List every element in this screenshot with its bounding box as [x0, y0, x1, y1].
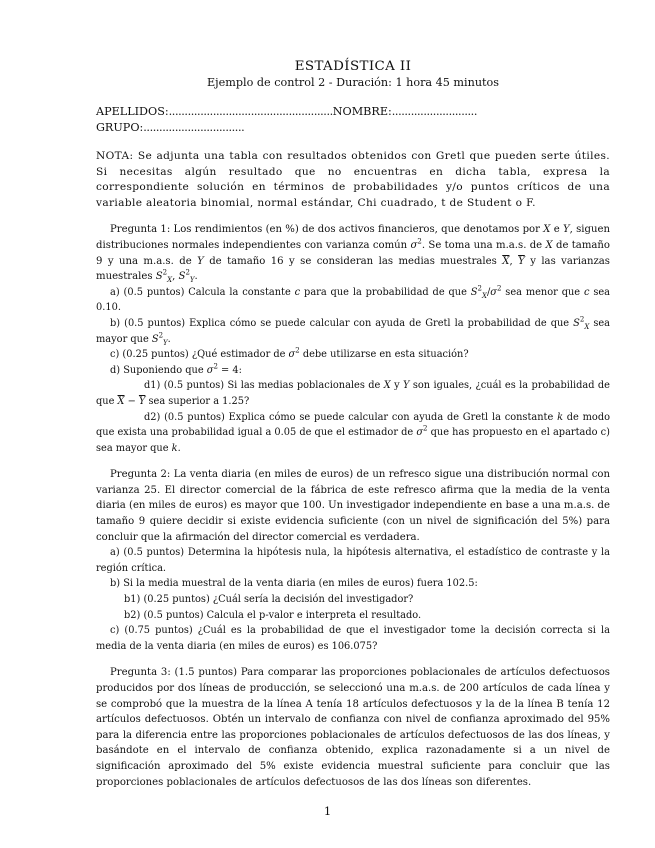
q2-part-c: c) (0.75 puntos) ¿Cuál es la probabilidad de que el investigador tome la decisión correcta si la media de la venta diaria (en miles de euros) es 106.075? — [96, 625, 610, 652]
q1-intro: Pregunta 1: Los rendimientos (en %) de dos activos financieros, que denotamos por X e Y, siguen distribuciones normales independientes con varianza común $\sigma^2$. Se toma una m.a.s. de X de tamaño 9 y una m.a.s. de Y de tamaño 16 y se consideran las medias muestrales $\overline{X}$, $\overline{Y}$ y las varianzas muestrales $S^2_X$, $S^2_Y$. — [96, 224, 610, 285]
nombre-field[interactable]: ........................... — [391, 105, 477, 118]
apellidos-label: APELLIDOS: — [96, 105, 169, 118]
grupo-label: GRUPO: — [96, 121, 144, 134]
q1-part-d2: d2) (0.5 puntos) Explica cómo se puede calcular con ayuda de Gretl la constante k de modo que exista una probabilidad igual a 0.05 de que el estimador de $\sigma^2$ que has propuesto en el apartado c) sea mayor que k. — [96, 411, 610, 454]
q1-part-d: d) Suponiendo que $\sigma^2 = 4$: — [110, 362, 242, 376]
question-2 — [96, 467, 610, 654]
q1-label: Pregunta 1: — [110, 224, 171, 236]
q1-part-a: a) (0.5 puntos) Calcula la constante c para que la probabilidad de que $S^2_X/\sigma^2$ sea menor que c sea 0.10. — [96, 284, 610, 314]
q2-intro: Pregunta 2: La venta diaria (en miles de euros) de un refresco sigue una distribución normal con varianza 25. El director comercial de la fábrica de este refresco afirma que la media de la venta diaria (en miles de euros) es mayor que 100. Un investigador independiente en base a una m.a.s. de tamaño 9 quiere decidir si existe evidencia suficiente (con un nivel de significación del 5%) para concluir que la afirmación del director comercial es verdadera. — [96, 469, 610, 543]
note-paragraph — [96, 149, 610, 211]
page-subtitle: Ejemplo de control 2 - Duración: 1 hora 45 minutos — [206, 76, 500, 89]
note-text: Se adjunta una tabla con resultados obtenidos con Gretl que pueden serte útiles. Si necesitas algún resultado que no encuentras en dicha tabla, expresa la correspondiente solución en términos de probabilidades y/o puntos críticos de una variable aleatoria binomial, normal estándar, Chi cuadrado, t de Student o F. — [96, 150, 610, 209]
exam-page — [96, 58, 610, 790]
page-number: 1 — [323, 804, 332, 818]
q3-text: Pregunta 3: (1.5 puntos) Para comparar las proporciones poblacionales de artículos defectuosos producidos por dos líneas de producción, se seleccionó una m.a.s. de 200 artículos de cada línea y se comprobó que la muestra de la línea A tenía 18 artículos defectuosos y la de la línea B tenía 12 artículos defectuosos. Obtén un intervalo de confianza con nivel de confianza aproximado del 95% para la diferencia entre las proporciones poblacionales de artículos defectuosos de las dos líneas, y basándote en el intervalo de confianza obtenido, explica razonadamente si a un nivel de significación aproximado del 5% existe evidencia muestral suficiente para concluir que las proporciones poblacionales de artículos defectuosos de las dos líneas son diferentes. — [96, 667, 610, 788]
apellidos-field[interactable]: .................................................... — [168, 105, 333, 118]
nombre-label: NOMBRE: — [332, 105, 392, 118]
page-title: ESTADÍSTICA II — [294, 59, 412, 74]
q2-part-b1: b1) (0.25 puntos) ¿Cuál sería la decisión del investigador? — [124, 594, 414, 606]
q1-part-b: b) (0.5 puntos) Explica cómo se puede calcular con ayuda de Gretl la probabilidad de que $S^2_X$ sea mayor que $S^2_Y$. — [96, 315, 610, 347]
q1-part-d1: d1) (0.5 puntos) Si las medias poblacionales de X y Y son iguales, ¿cuál es la probabilidad de que $\overline{X} - \overline{Y}$ sea superior a 1.25? — [96, 380, 610, 407]
q2-part-a: a) (0.5 puntos) Determina la hipótesis nula, la hipótesis alternativa, el estadístico de contraste y la región crítica. — [96, 547, 610, 574]
note-label: NOTA: — [96, 150, 134, 162]
q2-label: Pregunta 2: — [110, 469, 171, 481]
q1-part-c: c) (0.25 puntos) ¿Qué estimador de $\sigma^2$ debe utilizarse en esta situación? — [110, 346, 469, 361]
q3-label: Pregunta 3: — [110, 667, 171, 679]
grupo-field[interactable]: ................................ — [143, 121, 245, 134]
q2-part-b2: b2) (0.5 puntos) Calcula el p-valor e interpreta el resultado. — [124, 609, 422, 621]
q2-part-b: b) Si la media muestral de la venta diaria (en miles de euros) fuera 102.5: — [110, 578, 478, 590]
question-1 — [96, 222, 610, 456]
student-fields — [96, 104, 610, 136]
fields-row-2 — [96, 120, 610, 136]
question-3 — [96, 665, 610, 790]
fields-row-1 — [96, 104, 610, 120]
